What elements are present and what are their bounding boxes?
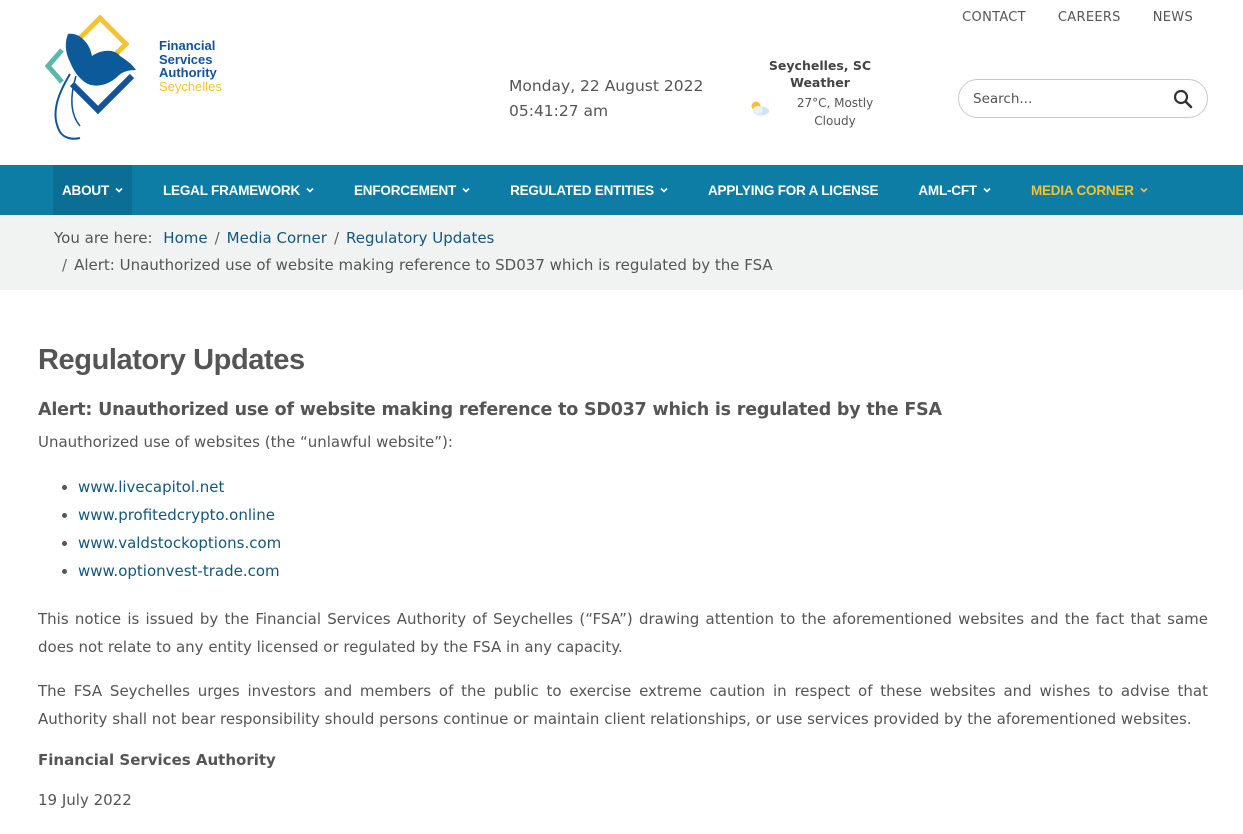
nav-item-enforcement[interactable] [345, 165, 479, 215]
fsa-logo[interactable] [40, 14, 240, 144]
chevron-down-icon [462, 186, 470, 194]
nav-item-label: REGULATED ENTITIES [510, 182, 654, 198]
contact-link[interactable]: CONTACT [962, 10, 1026, 25]
search-input[interactable] [973, 89, 1163, 109]
nav-item-regulated-entities[interactable] [501, 165, 677, 215]
nav-item-applying-for-license[interactable] [699, 165, 887, 215]
nav-item-media-corner[interactable] [1022, 165, 1157, 215]
logo-line: Financial [159, 38, 216, 53]
breadcrumb-separator: / [62, 256, 68, 274]
website-link[interactable]: www.profitedcrypto.online [78, 506, 275, 524]
logo-text [159, 39, 222, 93]
nav-item-legal-framework[interactable] [154, 165, 323, 215]
partly-cloudy-icon [748, 100, 770, 116]
breadcrumb-prefix: You are here: [54, 229, 153, 247]
logo-line: Seychelles [159, 78, 222, 94]
news-link[interactable]: NEWS [1152, 10, 1193, 25]
unlawful-websites-list [78, 473, 1208, 585]
list-item [78, 473, 1208, 501]
publish-date: 19 July 2022 [38, 791, 132, 809]
main-navigation [0, 165, 1243, 215]
date-time-display [509, 74, 703, 124]
search-icon[interactable] [1173, 89, 1193, 109]
breadcrumb-current: Alert: Unauthorized use of website making reference to SD037 which is regulated by the FSA [74, 256, 773, 274]
breadcrumb-separator: / [333, 229, 339, 247]
chevron-down-icon [983, 186, 991, 194]
nav-item-aml-cft[interactable] [909, 165, 1000, 215]
website-link[interactable]: www.valdstockoptions.com [78, 534, 282, 552]
breadcrumb [0, 215, 1243, 290]
caution-paragraph: The FSA Seychelles urges investors and members of the public to exercise extreme caution in respect of these websites and wishes to advise that Authority shall not bear responsibility should persons continue or maintain client relationships, or use services provided by the aforementioned websites. [38, 682, 1208, 728]
breadcrumb-regulatory-updates-link[interactable]: Regulatory Updates [346, 229, 495, 247]
website-link[interactable]: www.optionvest-trade.com [78, 562, 280, 580]
nav-item-label: ABOUT [62, 182, 109, 198]
fsa-logo-icon [40, 14, 160, 144]
weather-condition: 27°C, Mostly Cloudy [796, 96, 874, 128]
article-title: Alert: Unauthorized use of website making reference to SD037 which is regulated by the FSA [38, 400, 942, 420]
nav-item-label: LEGAL FRAMEWORK [163, 182, 300, 198]
nav-item-label: AML-CFT [918, 182, 977, 198]
list-item [78, 557, 1208, 585]
website-link[interactable]: www.livecapitol.net [78, 478, 225, 496]
nav-item-about[interactable] [53, 165, 132, 215]
page-title: Regulatory Updates [38, 344, 305, 376]
utility-nav [962, 10, 1193, 25]
main-content [38, 290, 1208, 809]
current-time: 05:41:27 am [509, 102, 609, 120]
breadcrumb-separator: / [214, 229, 220, 247]
chevron-down-icon [306, 186, 314, 194]
breadcrumb-media-corner-link[interactable]: Media Corner [226, 229, 327, 247]
chevron-down-icon [660, 186, 668, 194]
search-box [958, 79, 1208, 118]
signature: Financial Services Authority [38, 751, 276, 769]
logo-line: Services [159, 51, 213, 67]
nav-item-label: MEDIA CORNER [1030, 182, 1134, 198]
list-item [78, 501, 1208, 529]
site-header [0, 0, 1243, 165]
chevron-down-icon [1140, 186, 1148, 194]
breadcrumb-home-link[interactable]: Home [163, 229, 208, 247]
careers-link[interactable]: CAREERS [1057, 10, 1121, 25]
article-intro: Unauthorized use of websites (the “unlawful website”): [38, 433, 453, 451]
list-item [78, 529, 1208, 557]
nav-item-label: APPLYING FOR A LICENSE [707, 182, 879, 198]
weather-location: Seychelles, SC Weather [768, 58, 872, 90]
nav-item-label: ENFORCEMENT [354, 182, 457, 198]
logo-line: Authority [159, 65, 217, 80]
notice-paragraph: This notice is issued by the Financial Services Authority of Seychelles (“FSA”) drawing attention to the aforementioned websites and the fact that same does not relate to any entity licensed or regulated by the FSA in any capacity. [38, 610, 1208, 656]
current-date: Monday, 22 August 2022 [509, 77, 704, 95]
weather-widget [745, 57, 895, 132]
chevron-down-icon [115, 186, 123, 194]
